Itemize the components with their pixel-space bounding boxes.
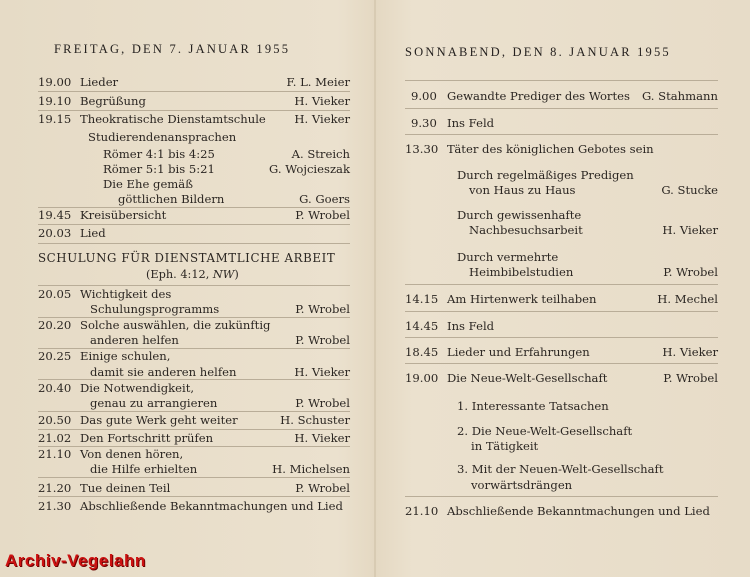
speaker: P. Wrobel [295,481,350,495]
item-title: Römer 5:1 bis 5:21 [103,162,215,176]
item-title: Römer 4:1 bis 4:25 [103,147,215,161]
speaker: G. Stucke [661,183,718,197]
item-title: Lieder und Erfahrungen [447,345,590,359]
time: 19.00 [38,75,72,89]
speaker: H. Mechel [657,292,718,306]
time: 20.05 [38,287,72,301]
item-title: Begrüßung [80,94,146,108]
speaker: G. Goers [299,192,350,206]
time: 18.45 [405,345,439,359]
time: 21.30 [38,499,72,513]
speaker: H. Vieker [294,365,350,379]
divider [405,284,718,285]
item-title: Einige schulen, [80,349,171,363]
item-title: 2. Die Neue-Welt-Gesellschaft [457,424,633,438]
item-title: Durch vermehrte [457,250,559,264]
time: 9.00 [411,89,437,103]
item-title: Heimbibelstudien [469,265,574,279]
friday-title: FREITAG, DEN 7. JANUAR 1955 [54,42,291,56]
item-title: Am Hirtenwerk teilhaben [447,292,597,306]
divider [38,243,350,244]
item-title: Die Ehe gemäß [103,177,193,191]
time: 21.20 [38,481,72,495]
time: 20.50 [38,413,72,427]
time: 20.25 [38,349,72,363]
divider [38,477,350,478]
item-title: Das gute Werk geht weiter [80,413,238,427]
item-title: Die Notwendigkeit, [80,381,195,395]
divider [38,91,350,92]
divider [405,108,718,109]
item-title: Ins Feld [447,319,495,333]
time: 21.02 [38,431,72,445]
item-title: Abschließende Bekanntmachungen und Lied [447,504,710,518]
time: 20.40 [38,381,72,395]
speaker: P. Wrobel [295,396,350,410]
item-title: Studierendenansprachen [88,130,237,144]
speaker: P. Wrobel [295,208,350,222]
speaker: P. Wrobel [295,333,350,347]
divider [405,134,718,135]
saturday-title: SONNABEND, DEN 8. JANUAR 1955 [405,45,671,59]
item-title: 3. Mit der Neuen-Welt-Gesellschaft [457,462,664,476]
speaker: F. L. Meier [286,75,350,89]
item-title: Durch regelmäßiges Predigen [457,168,634,182]
bible-version: NW [212,268,235,281]
item-title: Solche auswählen, die zukünftig [80,318,271,332]
divider [405,80,718,81]
speaker: P. Wrobel [295,302,350,316]
item-title: Durch gewissenhafte [457,208,582,222]
item-title: Lieder [80,75,119,89]
time: 19.15 [38,112,72,126]
archive-watermark: Archiv-Vegelahn [5,551,146,570]
divider [405,311,718,312]
speaker: G. Wojcieszak [269,162,350,176]
item-title: Gewandte Prediger des Wortes [447,89,630,103]
time: 14.45 [405,319,439,333]
speaker: G. Stahmann [641,89,718,103]
item-title: Von denen hören, [80,447,184,461]
speaker: H. Vieker [294,431,350,445]
time: 9.30 [411,116,437,130]
page-fold [374,0,376,577]
speaker: H. Schuster [280,413,350,427]
divider [38,496,350,497]
time: 13.30 [405,142,439,156]
item-title: Kreisübersicht [80,208,167,222]
item-title: 1. Interessante Tatsachen [457,399,609,413]
item-title: Wichtigkeit des [80,287,172,301]
item-title: Nachbesuchsarbeit [469,223,583,237]
item-title: Den Fortschritt prüfen [80,431,214,445]
time: 21.10 [38,447,72,461]
time: 21.10 [405,504,439,518]
item-title: Abschließende Bekanntmachungen und Lied [80,499,343,513]
speaker: H. Vieker [294,94,350,108]
item-title: in Tätigkeit [471,439,539,453]
item-title: vorwärtsdrängen [471,478,573,492]
speaker: A. Streich [291,147,350,161]
time: 20.20 [38,318,72,332]
item-title: göttlichen Bildern [118,192,225,206]
speaker: H. Vieker [662,345,718,359]
item-title: die Hilfe erhielten [90,462,198,476]
speaker: P. Wrobel [663,265,718,279]
divider [405,363,718,364]
speaker: H. Vieker [662,223,718,237]
item-title: damit sie anderen helfen [90,365,237,379]
speaker: P. Wrobel [663,371,718,385]
item-title: Schulungsprogramms [90,302,220,316]
item-title: Ins Feld [447,116,495,130]
item-title: Täter des königlichen Gebotes sein [447,142,654,156]
time: 19.45 [38,208,72,222]
section-reference: (Eph. 4:12, NW) [146,268,239,281]
time: 14.15 [405,292,439,306]
item-title: von Haus zu Haus [469,183,576,197]
item-title: Lied [80,226,106,240]
item-title: Die Neue-Welt-Gesellschaft [447,371,608,385]
time: 19.10 [38,94,72,108]
item-title: Theokratische Dienstamtschule [80,112,266,126]
section-heading: SCHULUNG FÜR DIENSTAMTLICHE ARBEIT [38,251,336,265]
item-title: Tue deinen Teil [80,481,171,495]
divider [405,496,718,497]
speaker: H. Michelsen [272,462,350,476]
speaker: H. Vieker [294,112,350,126]
item-title: anderen helfen [90,333,179,347]
item-title: genau zu arrangieren [90,396,218,410]
time: 20.03 [38,226,72,240]
divider [405,337,718,338]
time: 19.00 [405,371,439,385]
